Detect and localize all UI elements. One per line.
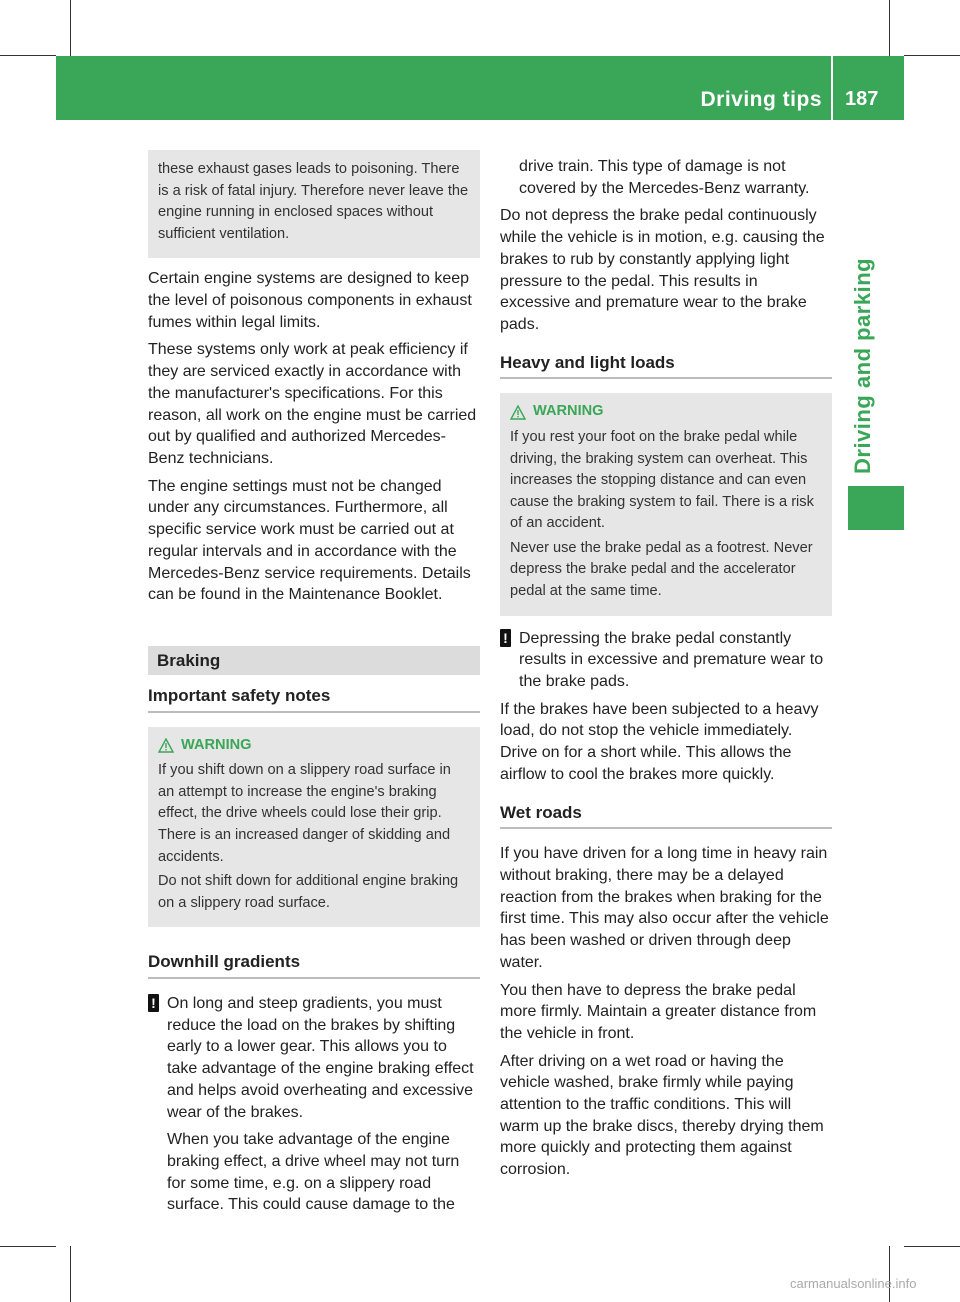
note-text-continued: drive train. This type of damage is not covered by the Mercedes-Benz warranty. (519, 158, 810, 197)
chapter-tab-label: Driving and parking (850, 257, 875, 474)
warning-text: Do not shift down for additional engine braking on a slippery road surface. (158, 873, 459, 911)
warning-box (500, 393, 832, 615)
exclamation-icon: ! (500, 629, 511, 647)
crop-mark (889, 1246, 890, 1302)
left-column (148, 150, 480, 1222)
warning-box-continued (148, 150, 480, 258)
note-block (500, 628, 832, 693)
body-paragraph: Certain engine systems are designed to keep the level of poisonous components in exhaust fumes within legal limits. (148, 270, 472, 331)
right-column (500, 150, 832, 1187)
body-paragraph: You then have to depress the brake pedal more firmly. Maintain a greater distance from the vehicle in front. (500, 981, 817, 1042)
body-paragraph: If the brakes have been subjected to a heavy load, do not stop the vehicle immediately. Drive on for a short while. This allows the airflow to cool the brakes more quickly. (500, 700, 819, 783)
body-paragraph: Do not depress the brake pedal continuously while the vehicle is in motion, e.g. causing the brakes to rub by constantly applying light pressure to the pedal. This results in excessive and premature wear to the brake pads. (500, 207, 825, 333)
warning-triangle-icon (158, 738, 174, 753)
note-block (148, 993, 480, 1216)
subheading-wet-roads: Wet roads (500, 802, 832, 830)
body-paragraph: These systems only work at peak efficiency if they are serviced exactly in accordance with the manufacturer's specifications. For this reason, all work on the engine must be carried out by qualified and authorized Mercedes-Benz technicians. (148, 341, 477, 467)
exclamation-icon: ! (148, 994, 159, 1012)
crop-mark (0, 1246, 56, 1247)
subheading-safety-notes: Important safety notes (148, 685, 480, 713)
note-text: When you take advantage of the engine braking effect, a drive wheel may not turn for some time, e.g. on a slippery road surface. This could cause damage to the (167, 1131, 460, 1214)
section-heading-braking: Braking (148, 646, 480, 675)
body-paragraph: If you have driven for a long time in heavy rain without braking, there may be a delayed reaction from the brakes when braking for the first time. This may also occur after the vehicle has been washed or driven through deep water. (500, 845, 829, 971)
warning-triangle-icon (510, 405, 526, 420)
chapter-tab-marker (848, 486, 904, 530)
warning-text: If you rest your foot on the brake pedal while driving, the braking system can overheat. This increases the stopping distance and can even cause the braking system to fail. There is a risk of an accident. (510, 428, 814, 532)
crop-mark (70, 1246, 71, 1302)
subheading-downhill: Downhill gradients (148, 951, 480, 979)
body-paragraph: The engine settings must not be changed under any circumstances. Furthermore, all specific service work must be carried out at regular intervals and in accordance with the Mercedes-Benz service requirements. Details can be found in the Maintenance Booklet. (148, 477, 471, 604)
warning-text: If you shift down on a slippery road surface in an attempt to increase the engine's braking effect, the drive wheels could lose their grip. There is an increased danger of skidding and accidents. (158, 762, 451, 865)
warning-text: Never use the brake pedal as a footrest. Never depress the brake pedal and the accelerator pedal at the same time. (510, 539, 813, 600)
warning-box (148, 727, 480, 928)
watermark: carmanualsonline.info (790, 1276, 917, 1291)
warning-header (158, 735, 470, 757)
subheading-loads: Heavy and light loads (500, 352, 832, 380)
header-divider (831, 56, 833, 120)
body-paragraph: After driving on a wet road or having the vehicle washed, brake firmly while paying attention to the traffic conditions. This will warm up the brake discs, thereby drying them more quickly and protecting them against corrosion. (500, 1052, 824, 1179)
note-text: Depressing the brake pedal constantly results in excessive and premature wear to the brake pads. (519, 629, 824, 691)
crop-mark (0, 55, 56, 56)
warning-label: WARNING (181, 736, 252, 753)
note-text: On long and steep gradients, you must reduce the load on the brakes by shifting early to a lower gear. This allows you to take advantage of the engine braking effect and helps avoid overheating and excessive wear of the brakes. (167, 995, 474, 1121)
page-section-title: Driving tips (700, 88, 822, 111)
warning-text: these exhaust gases leads to poisoning. There is a risk of fatal injury. Therefore never leave the engine running in enclosed spaces without sufficient ventilation. (158, 161, 469, 242)
crop-mark (904, 1246, 960, 1247)
page-number: 187 (845, 88, 879, 110)
warning-header (510, 401, 822, 423)
crop-mark (904, 55, 960, 56)
crop-mark (889, 0, 890, 56)
crop-mark (70, 0, 71, 56)
warning-label: WARNING (533, 403, 604, 420)
